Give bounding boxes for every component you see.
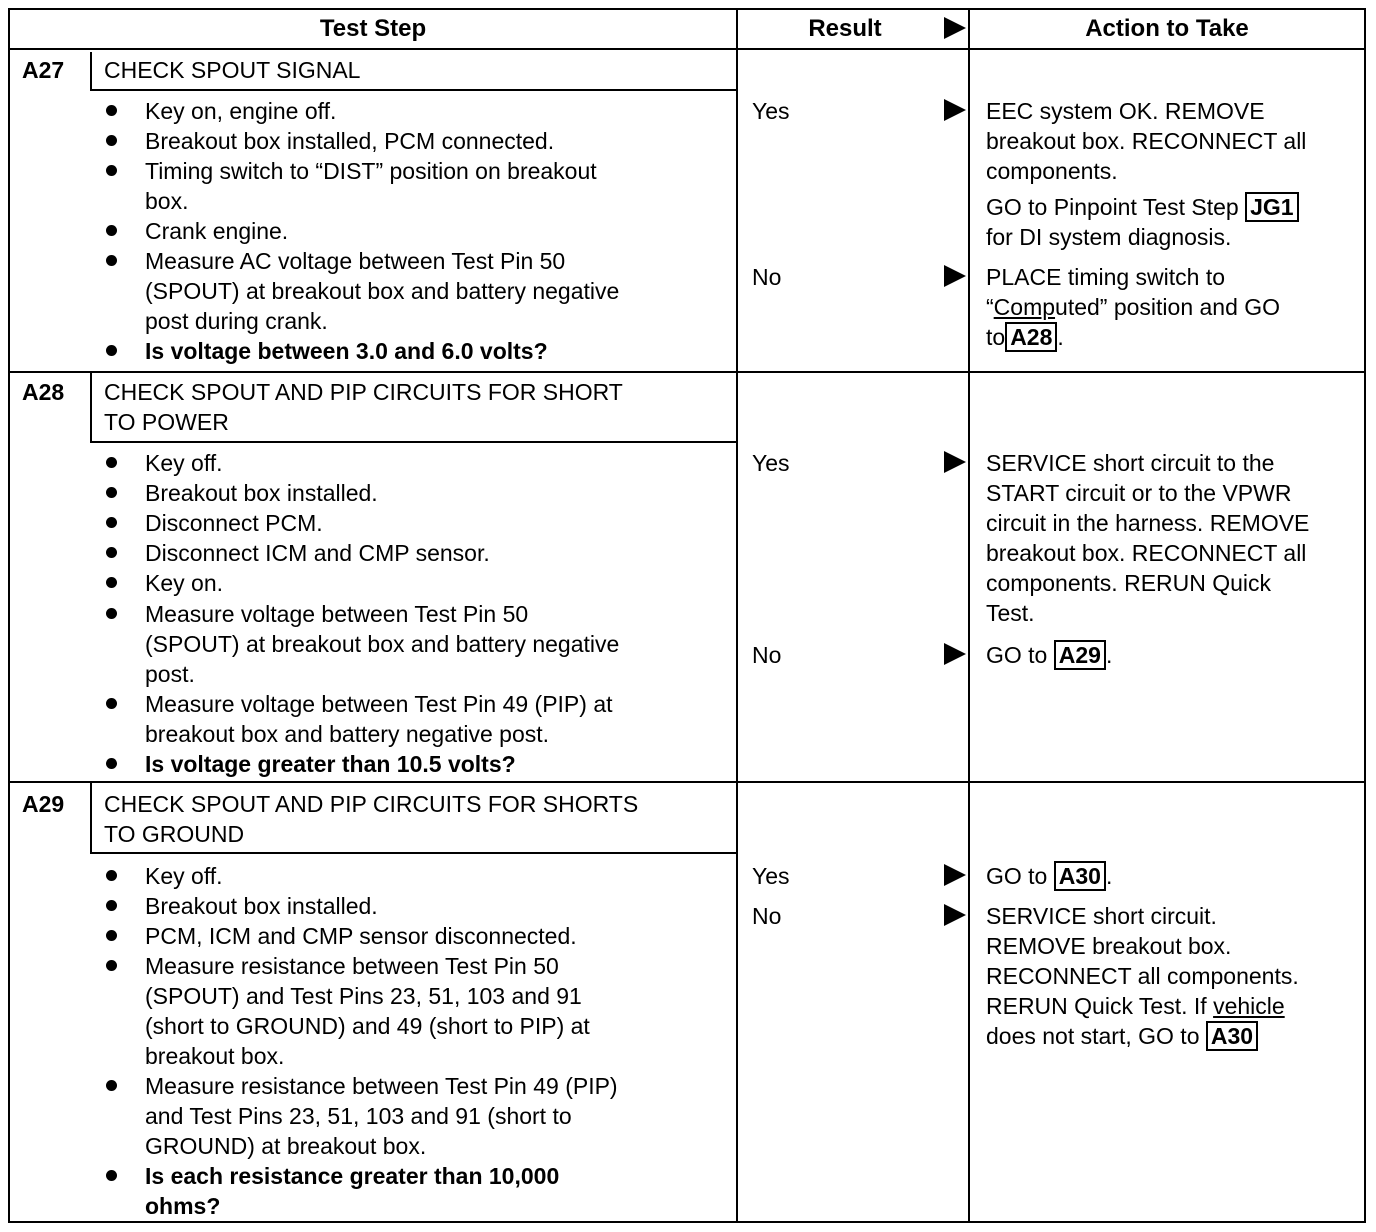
bullet-text: and Test Pins 23, 51, 103 and 91 (short to: [145, 1103, 572, 1129]
bullet-icon: [106, 547, 117, 558]
arrow-right-icon: [944, 17, 966, 39]
bullet-text: Key on.: [145, 570, 223, 596]
action-text: .: [1105, 863, 1113, 889]
bullet-text: Key off.: [145, 863, 223, 889]
step-reference: A28: [1005, 322, 1057, 352]
bullet-icon: [106, 900, 117, 911]
bullet-text: (SPOUT) at breakout box and battery negative: [145, 631, 620, 657]
step-id: A29: [22, 791, 65, 817]
result-yes: Yes: [752, 450, 790, 476]
action-text: uted” position and GO: [1055, 294, 1281, 320]
bullet-text: PCM, ICM and CMP sensor disconnected.: [145, 923, 577, 949]
bullet-text: Measure voltage between Test Pin 50: [145, 601, 529, 627]
action-text: circuit in the harness. REMOVE: [986, 510, 1310, 536]
action-text: GO to Pinpoint Test Step: [986, 194, 1239, 220]
action-text: [986, 192, 1299, 222]
result-yes: Yes: [752, 863, 790, 889]
result-no: No: [752, 264, 782, 290]
action-text: EEC system OK. REMOVE: [986, 98, 1265, 124]
bullet-icon: [106, 930, 117, 941]
bullet-icon: [106, 255, 117, 266]
bullet-text: (SPOUT) at breakout box and battery negative: [145, 278, 620, 304]
bullet-text: (SPOUT) and Test Pins 23, 51, 103 and 91: [145, 983, 582, 1009]
bullet-text: Breakout box installed, PCM connected.: [145, 128, 555, 154]
result-no: No: [752, 903, 782, 929]
bullet-text: Breakout box installed.: [145, 480, 378, 506]
action-text: breakout box. RECONNECT all: [986, 540, 1307, 566]
bullet-text: breakout box and battery negative post.: [145, 721, 550, 747]
action-text: REMOVE breakout box.: [986, 933, 1232, 959]
bullet-icon: [106, 345, 117, 356]
bullet-icon: [106, 225, 117, 236]
step-id: A28: [22, 379, 65, 405]
bullet-icon: [106, 517, 117, 528]
action-text: Test.: [986, 600, 1035, 626]
bullet-icon: [106, 457, 117, 468]
action-text: to: [986, 324, 1006, 350]
bullet-text: post.: [145, 661, 195, 687]
bullet-icon: [106, 135, 117, 146]
bullet-icon: [106, 758, 117, 769]
action-text: [986, 292, 1280, 322]
step-reference: JG1: [1245, 192, 1298, 222]
bullet-text: Timing switch to “DIST” position on breakout: [145, 158, 597, 184]
arrow-right-icon: [944, 864, 966, 886]
bullet-question: ohms?: [145, 1193, 221, 1219]
action-text: “: [986, 294, 994, 320]
action-text: PLACE timing switch to: [986, 264, 1226, 290]
action-text: .: [1105, 642, 1113, 668]
action-text: [986, 991, 1285, 1021]
bullet-icon: [106, 487, 117, 498]
action-text: components. RERUN Quick: [986, 570, 1272, 596]
bullet-icon: [106, 608, 117, 619]
action-text: breakout box. RECONNECT all: [986, 128, 1307, 154]
bullet-text: Measure resistance between Test Pin 50: [145, 953, 559, 979]
step-title: CHECK SPOUT AND PIP CIRCUITS FOR SHORT: [104, 379, 623, 405]
action-text: RERUN Quick Test. If: [986, 993, 1214, 1019]
arrow-right-icon: [944, 99, 966, 121]
step-title: TO POWER: [104, 409, 229, 435]
bullet-text: Disconnect PCM.: [145, 510, 323, 536]
bullet-question: Is voltage greater than 10.5 volts?: [145, 751, 516, 777]
action-text: GO to: [986, 863, 1048, 889]
bullet-text: GROUND) at breakout box.: [145, 1133, 427, 1159]
step-reference: A29: [1054, 640, 1106, 670]
bullet-text: Measure AC voltage between Test Pin 50: [145, 248, 566, 274]
action-text: components.: [986, 158, 1118, 184]
bullet-icon: [106, 1170, 117, 1181]
step-reference: A30: [1206, 1021, 1258, 1051]
action-text: for DI system diagnosis.: [986, 224, 1232, 250]
header-result: Result: [808, 15, 882, 42]
action-text: SERVICE short circuit to the: [986, 450, 1275, 476]
bullet-text: Measure voltage between Test Pin 49 (PIP) at: [145, 691, 613, 717]
bullet-icon: [106, 165, 117, 176]
bullet-question: Is voltage between 3.0 and 6.0 volts?: [145, 338, 548, 364]
bullet-text: breakout box.: [145, 1043, 285, 1069]
action-text: does not start, GO to: [986, 1023, 1200, 1049]
bullet-icon: [106, 105, 117, 116]
header-test-step: Test Step: [319, 15, 427, 42]
step-title: TO GROUND: [104, 821, 245, 847]
step-id: A27: [22, 57, 65, 83]
result-yes: Yes: [752, 98, 790, 124]
arrow-right-icon: [944, 643, 966, 665]
action-text: [986, 861, 1112, 891]
bullet-icon: [106, 870, 117, 881]
step-reference: A30: [1054, 861, 1106, 891]
action-text: [986, 322, 1064, 352]
arrow-right-icon: [944, 265, 966, 287]
action-text: vehicle: [1213, 993, 1285, 1019]
step-title: CHECK SPOUT SIGNAL: [104, 57, 361, 83]
action-text: [986, 640, 1112, 670]
bullet-text: post during crank.: [145, 308, 328, 334]
action-text: .: [1057, 324, 1064, 350]
bullet-text: (short to GROUND) and 49 (short to PIP) at: [145, 1013, 590, 1039]
action-text: START circuit or to the VPWR: [986, 480, 1292, 506]
bullet-icon: [106, 698, 117, 709]
bullet-text: Crank engine.: [145, 218, 289, 244]
action-text: GO to: [986, 642, 1048, 668]
arrow-right-icon: [944, 904, 966, 926]
bullet-text: Key on, engine off.: [145, 98, 337, 124]
bullet-text: Breakout box installed.: [145, 893, 378, 919]
bullet-text: Measure resistance between Test Pin 49 (PIP): [145, 1073, 618, 1099]
bullet-icon: [106, 1080, 117, 1091]
bullet-icon: [106, 960, 117, 971]
step-title: CHECK SPOUT AND PIP CIRCUITS FOR SHORTS: [104, 791, 639, 817]
action-text: RECONNECT all components.: [986, 963, 1299, 989]
action-text: SERVICE short circuit.: [986, 903, 1217, 929]
bullet-text: Disconnect ICM and CMP sensor.: [145, 540, 490, 566]
action-text: [986, 1021, 1258, 1051]
result-no: No: [752, 642, 782, 668]
header-action: Action to Take: [1085, 15, 1249, 42]
bullet-text: Key off.: [145, 450, 223, 476]
bullet-text: box.: [145, 188, 189, 214]
bullet-icon: [106, 577, 117, 588]
action-text: Comp: [993, 294, 1056, 320]
arrow-right-icon: [944, 451, 966, 473]
bullet-question: Is each resistance greater than 10,000: [145, 1163, 560, 1189]
